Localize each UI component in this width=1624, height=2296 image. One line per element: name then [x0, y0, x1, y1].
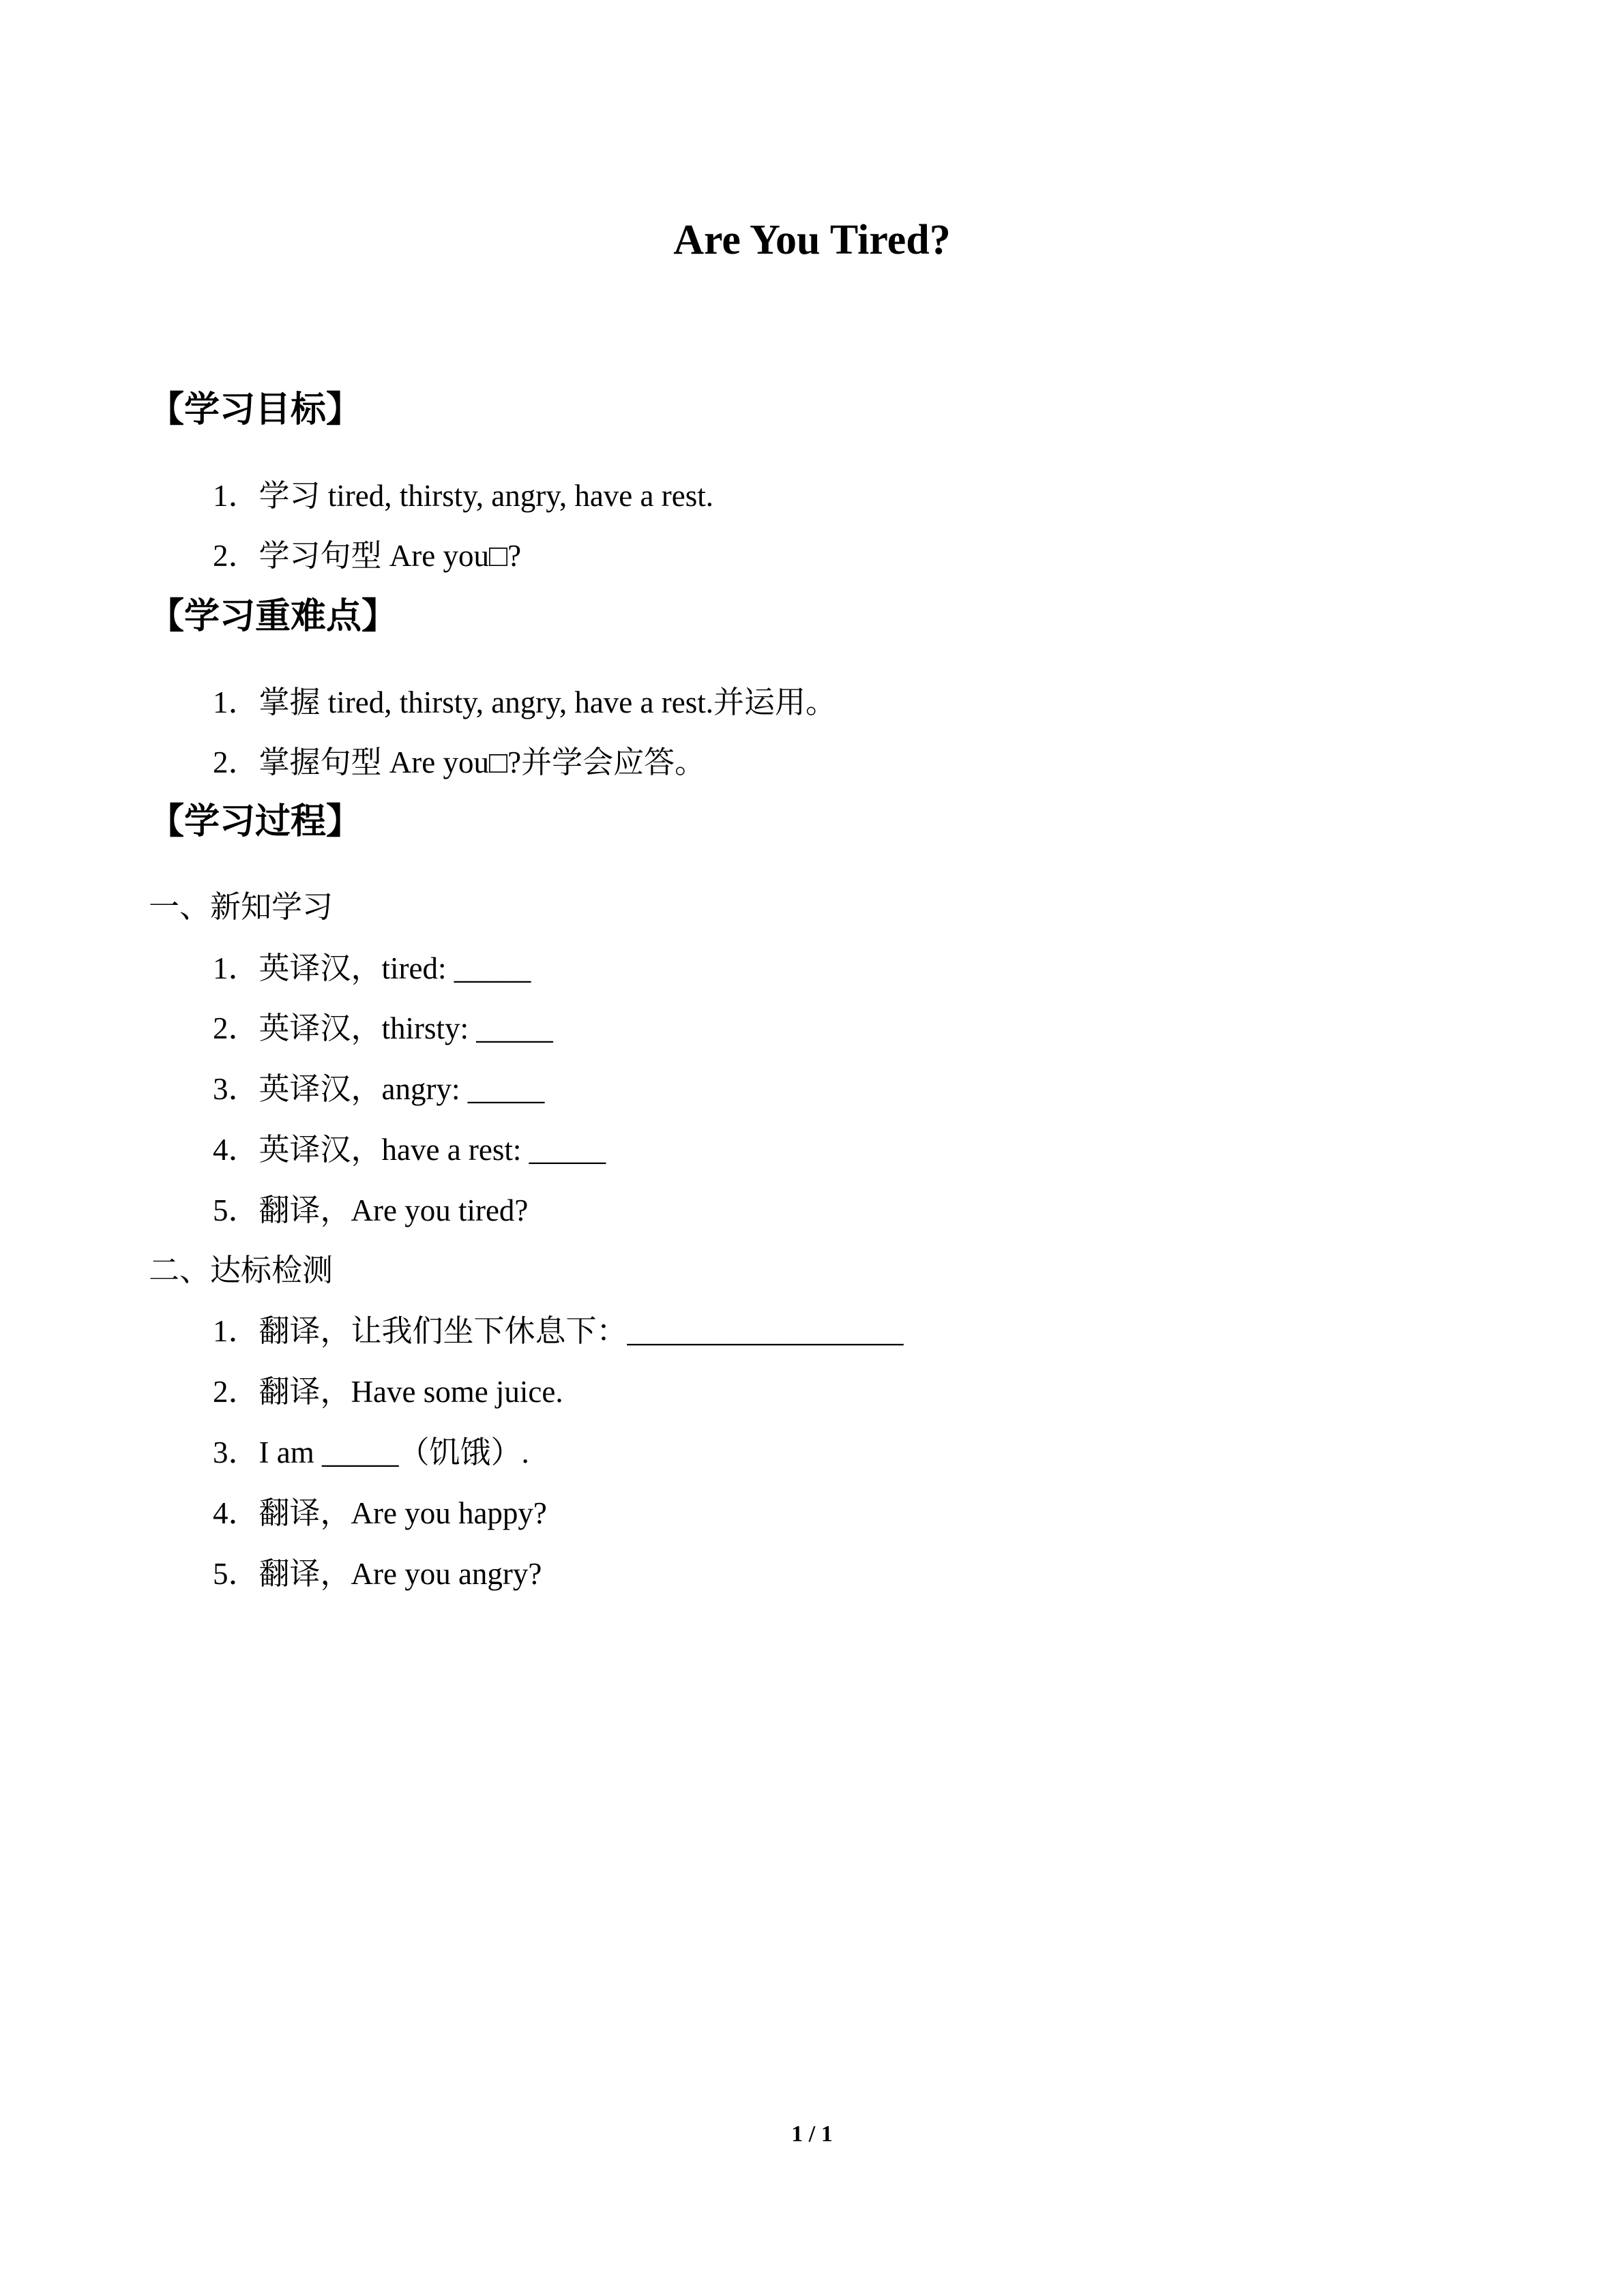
- new-knowledge-item-3: 3．英译汉，angry: _____: [213, 1072, 545, 1106]
- assessment-item-3: 3．I am _____（饥饿）.: [213, 1435, 529, 1470]
- assessment-item-1: 1．翻译，让我们坐下休息下：__________________: [213, 1314, 904, 1348]
- new-knowledge-item-5: 5．翻译，Are you tired?: [213, 1193, 529, 1227]
- new-knowledge-item-2: 2．英译汉，thirsty: _____: [213, 1011, 553, 1045]
- new-knowledge-item-4: 4．英译汉，have a rest: _____: [213, 1133, 606, 1167]
- assessment-item-5: 5．翻译，Are you angry?: [213, 1557, 542, 1591]
- part-label-assessment: 二、达标检测: [149, 1253, 334, 1287]
- assessment-item-4: 4．翻译，Are you happy?: [213, 1496, 547, 1530]
- objective-item-1: 1．学习 tired, thirsty, angry, have a rest.: [213, 479, 713, 513]
- assessment-item-2: 2．翻译，Have some juice.: [213, 1375, 563, 1409]
- section-heading-process: 【学习过程】: [149, 801, 362, 842]
- section-heading-objectives: 【学习目标】: [149, 389, 362, 430]
- objective-item-2: 2．学习句型 Are you□?: [213, 539, 522, 573]
- key-point-item-1: 1．掌握 tired, thirsty, angry, have a rest.并运用。: [213, 685, 836, 719]
- section-heading-key-points: 【学习重难点】: [149, 596, 398, 637]
- key-point-item-2: 2．掌握句型 Are you□?并学会应答。: [213, 745, 706, 779]
- part-label-new-knowledge: 一、新知学习: [149, 890, 334, 924]
- document-title: Are You Tired?: [673, 217, 951, 263]
- page-number: 1 / 1: [791, 2121, 833, 2147]
- new-knowledge-item-1: 1．英译汉，tired: _____: [213, 951, 531, 985]
